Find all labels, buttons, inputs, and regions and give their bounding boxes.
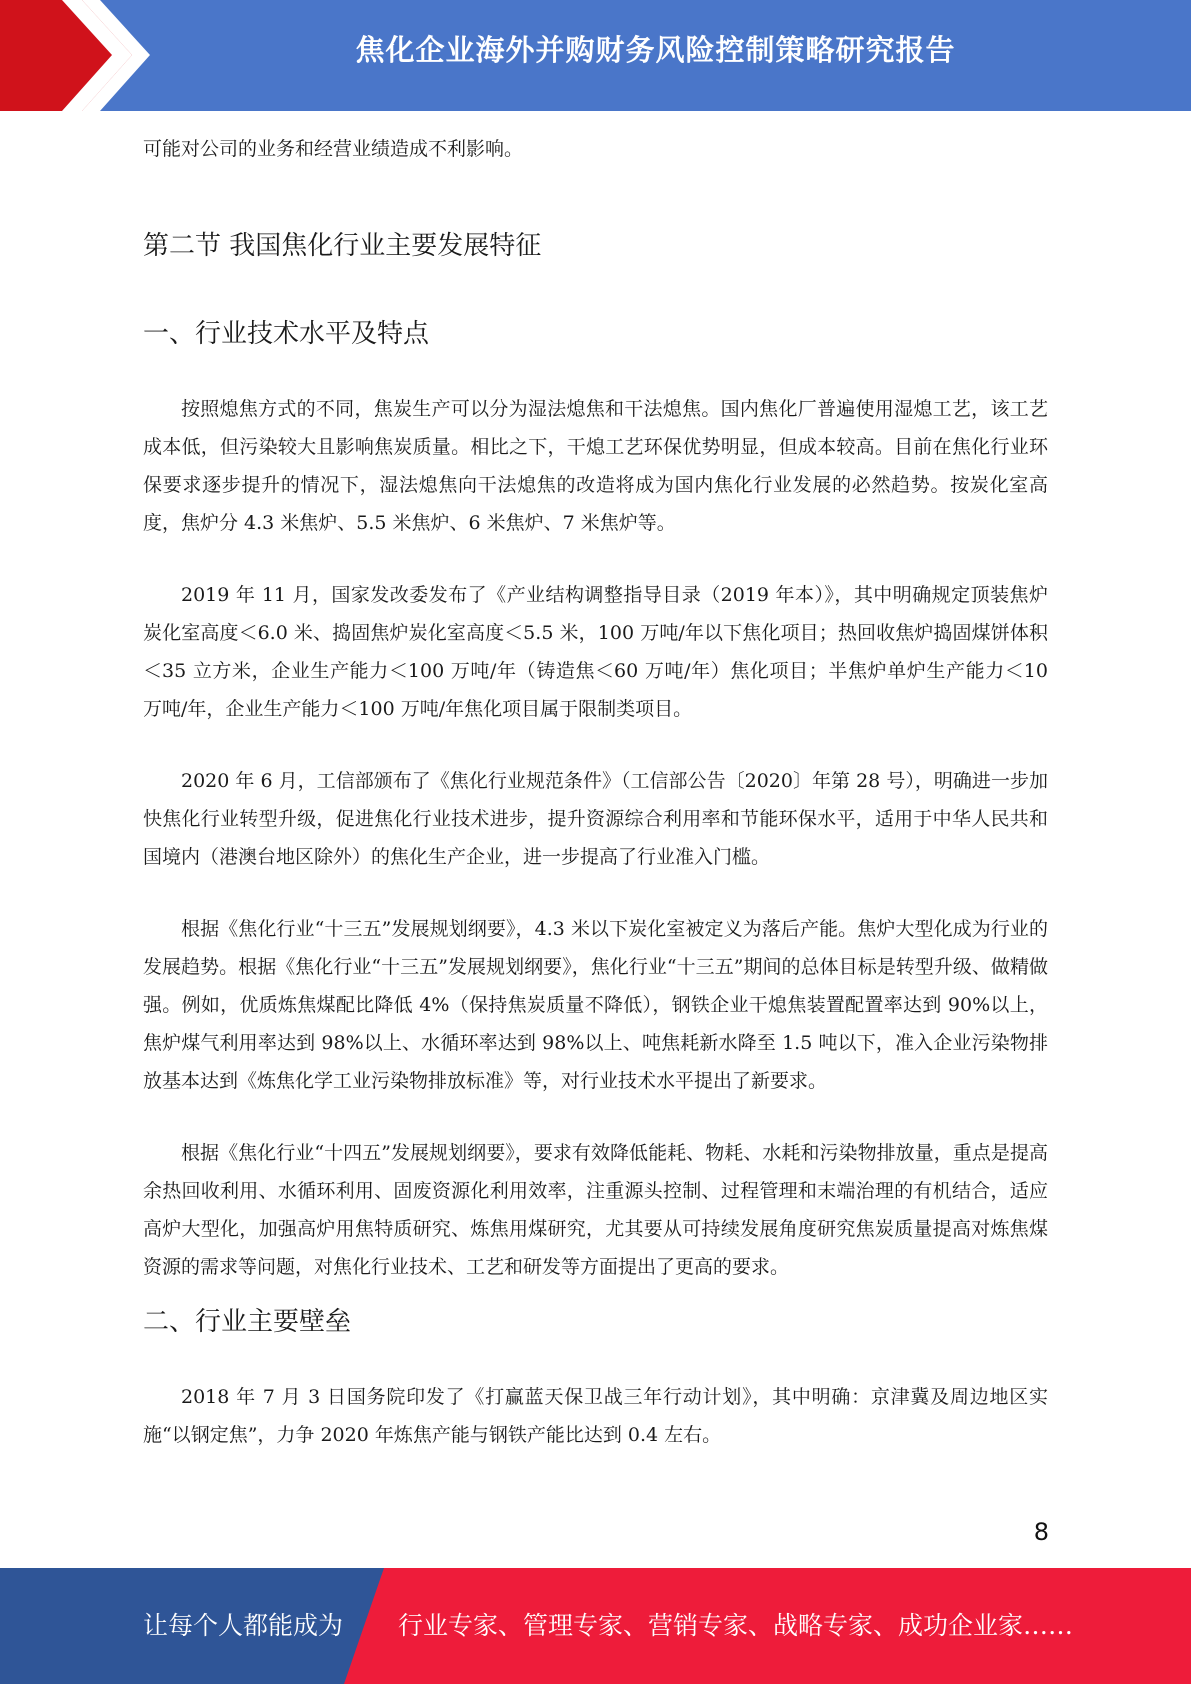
paragraph: 根据《焦化行业“十四五”发展规划纲要》，要求有效降低能耗、物耗、水耗和污染物排放量，重点是提高余热回收利用、水循环利用、固废资源化利用效率，注重源头控制、过程管理和末端治理的有机结合，适应高炉大型化，加强高炉用焦特质研究、炼焦用煤研究，尤其要从可持续发展角度研究焦炭质量提高对炼焦煤资源的需求等问题，对焦化行业技术、工艺和研发等方面提出了更高的要求。 (143, 1142, 1048, 1278)
paragraph: 2019 年 11 月，国家发改委发布了《产业结构调整指导目录（2019 年本）》，其中明确规定顶装焦炉炭化室高度＜6.0 米、捣固焦炉炭化室高度＜5.5 米，100 万吨/年以下焦化项目；热回收焦炉捣固煤饼体积＜35 立方米，企业生产能力＜100 万吨/年（铸造焦＜60 万吨/年）焦化项目；半焦炉单炉生产能力＜10 万吨/年，企业生产能力＜100 万吨/年焦化项目属于限制类项目。 (143, 584, 1048, 720)
paragraph: 按照熄焦方式的不同，焦炭生产可以分为湿法熄焦和干法熄焦。国内焦化厂普遍使用湿熄工艺，该工艺成本低，但污染较大且影响焦炭质量。相比之下，干熄工艺环保优势明显，但成本较高。目前在焦化行业环保要求逐步提升的情况下，湿法熄焦向干法熄焦的改造将成为国内焦化行业发展的必然趋势。按炭化室高度，焦炉分 4.3 米焦炉、5.5 米焦炉、6 米焦炉、7 米焦炉等。 (143, 398, 1048, 534)
document-body (143, 130, 1048, 1488)
subsection-title-2: 二、行业主要壁垒 (143, 1307, 352, 1337)
report-title: 焦化企业海外并购财务风险控制策略研究报告 (355, 33, 956, 67)
intro-paragraph-tail: 可能对公司的业务和经营业绩造成不利影响。 (143, 138, 524, 160)
footer-slogan-left: 让每个人都能成为 (143, 1611, 344, 1640)
page-header (0, 0, 1191, 111)
paragraph: 2018 年 7 月 3 日国务院印发了《打赢蓝天保卫战三年行动计划》，其中明确：京津冀及周边地区实施“以钢定焦”，力争 2020 年炼焦产能与钢铁产能比达到 0.4 左右。 (143, 1386, 1048, 1446)
section-title: 第二节 我国焦化行业主要发展特征 (143, 231, 542, 261)
page-footer (0, 1568, 1191, 1684)
page-number: 8 (1033, 1518, 1049, 1546)
subsection-title-1: 一、行业技术水平及特点 (143, 319, 430, 349)
paragraph: 根据《焦化行业“十三五”发展规划纲要》，4.3 米以下炭化室被定义为落后产能。焦炉大型化成为行业的发展趋势。根据《焦化行业“十三五”发展规划纲要》，焦化行业“十三五”期间的总体目标是转型升级、做精做强。例如，优质炼焦煤配比降低 4%（保持焦炭质量不降低），钢铁企业干熄焦装置配置率达到 90%以上，焦炉煤气利用率达到 98%以上、水循环率达到 98%以上、吨焦耗新水降至 1.5 吨以下，准入企业污染物排放基本达到《炼焦化学工业污染物排放标准》等，对行业技术水平提出了新要求。 (143, 918, 1048, 1092)
footer-slogan-right: 行业专家、管理专家、营销专家、战略专家、成功企业家…… (398, 1611, 1074, 1640)
paragraph: 2020 年 6 月，工信部颁布了《焦化行业规范条件》（工信部公告〔2020〕年第 28 号），明确进一步加快焦化行业转型升级，促进焦化行业技术进步，提升资源综合利用率和节能环保水平，适用于中华人民共和国境内（港澳台地区除外）的焦化生产企业，进一步提高了行业准入门槛。 (143, 770, 1048, 868)
